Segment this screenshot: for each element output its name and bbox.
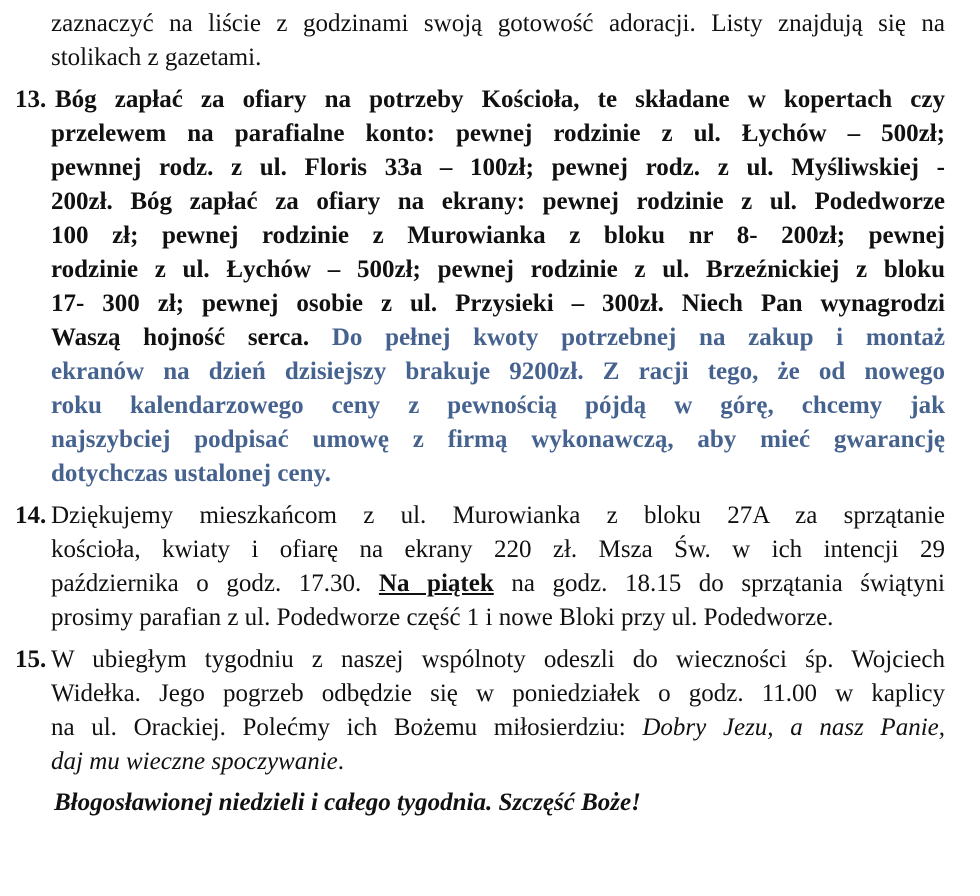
item-13-blue-line-4: dotychczas ustalonej ceny. — [51, 460, 331, 487]
intro-line-1: zaznaczyć na liście z godzinami swoją gotowość adoracji. Listy znajdują się na — [51, 10, 945, 37]
item-13-line-6: rodzinie z ul. Łychów – 500zł; pewnej rodzinie z ul. Brzeźnickiej z bloku — [51, 256, 945, 283]
item-15-line-2: Widełka. Jego pogrzeb odbędzie się w poniedziałek o godz. 11.00 w kaplicy — [51, 680, 945, 707]
item-14-line-3-rest: na godz. 18.15 do sprzątania świątyni — [511, 570, 945, 597]
item-15-line-1: W ubiegłym tygodniu z naszej wspólnoty odeszli do wieczności śp. Wojciech — [51, 646, 945, 673]
item-13-blue-line-1: ekranów na dzień dzisiejszy brakuje 9200zł. Z racji tego, że od nowego — [51, 358, 945, 385]
item-14-number: 14. — [15, 502, 47, 529]
item-13-line-3: pewnnej rodz. z ul. Floris 33a – 100zł; pewnej rodz. z ul. Myśliwskiej - — [51, 154, 945, 181]
item-14-friday-underlined: Na piątek — [378, 570, 494, 597]
item-15-prayer-start: Dobry Jezu, a nasz Panie, — [642, 714, 945, 741]
item-14-line-2: kościoła, kwiaty i ofiarę na ekrany 220 zł. Msza Św. w ich intencji 29 — [51, 536, 945, 563]
item-15-line-4 — [51, 746, 980, 778]
item-14-line-3 — [51, 568, 945, 600]
intro-line-2: stolikach z gazetami. — [51, 44, 262, 71]
item-13-line-7: 17- 300 zł; pewnej osobie z ul. Przysieki – 300zł. Niech Pan wynagrodzi — [51, 290, 945, 317]
item-13-line-4: 200zł. Bóg zapłać za ofiary na ekrany: pewnej rodzinie z ul. Podedworze — [51, 188, 945, 215]
item-13-blue-line-2: roku kalendarzowego ceny z pewnością pójdą w górę, chcemy jak — [51, 392, 945, 419]
item-13-line-5: 100 zł; pewnej rodzinie z Murowianka z bloku nr 8- 200zł; pewnej — [51, 222, 945, 249]
item-13-number: 13. — [15, 86, 47, 113]
item-15-line-3-text: na ul. Orackiej. Polećmy ich Bożemu miłosierdziu: — [51, 714, 626, 741]
item-13-line-2: przelewem na parafialne konto: pewnej rodzinie z ul. Łychów – 500zł; — [51, 120, 945, 147]
item-15-line-3 — [51, 712, 945, 744]
item-15-number: 15. — [15, 646, 47, 673]
item-14-line-3-start: października o godz. 17.30. — [51, 570, 362, 597]
closing-blessing: Błogosławionej niedzieli i całego tygodnia. Szczęść Boże! — [54, 789, 641, 816]
item-13-blue-line-3: najszybciej podpisać umowę z firmą wykonawczą, aby mieć gwarancję — [51, 426, 945, 453]
item-13-line-8 — [51, 322, 945, 354]
item-13-line-1: Bóg zapłać za ofiary na potrzeby Kościoła, te składane w kopertach czy — [55, 86, 945, 113]
item-13-thanks-end: Waszą hojność serca. — [51, 324, 310, 351]
item-14-line-4: prosimy parafian z ul. Podedworze część 1 i nowe Bloki przy ul. Podedworze. — [51, 604, 834, 631]
item-15-prayer-end: daj mu wieczne spoczywanie — [51, 748, 338, 775]
item-15-period: . — [337, 748, 345, 775]
item-14-line-1: Dziękujemy mieszkańcom z ul. Murowianka z bloku 27A za sprzątanie — [51, 502, 945, 529]
item-13-screens-notice-start: Do pełnej kwoty potrzebnej na zakup i montaż — [331, 324, 945, 351]
